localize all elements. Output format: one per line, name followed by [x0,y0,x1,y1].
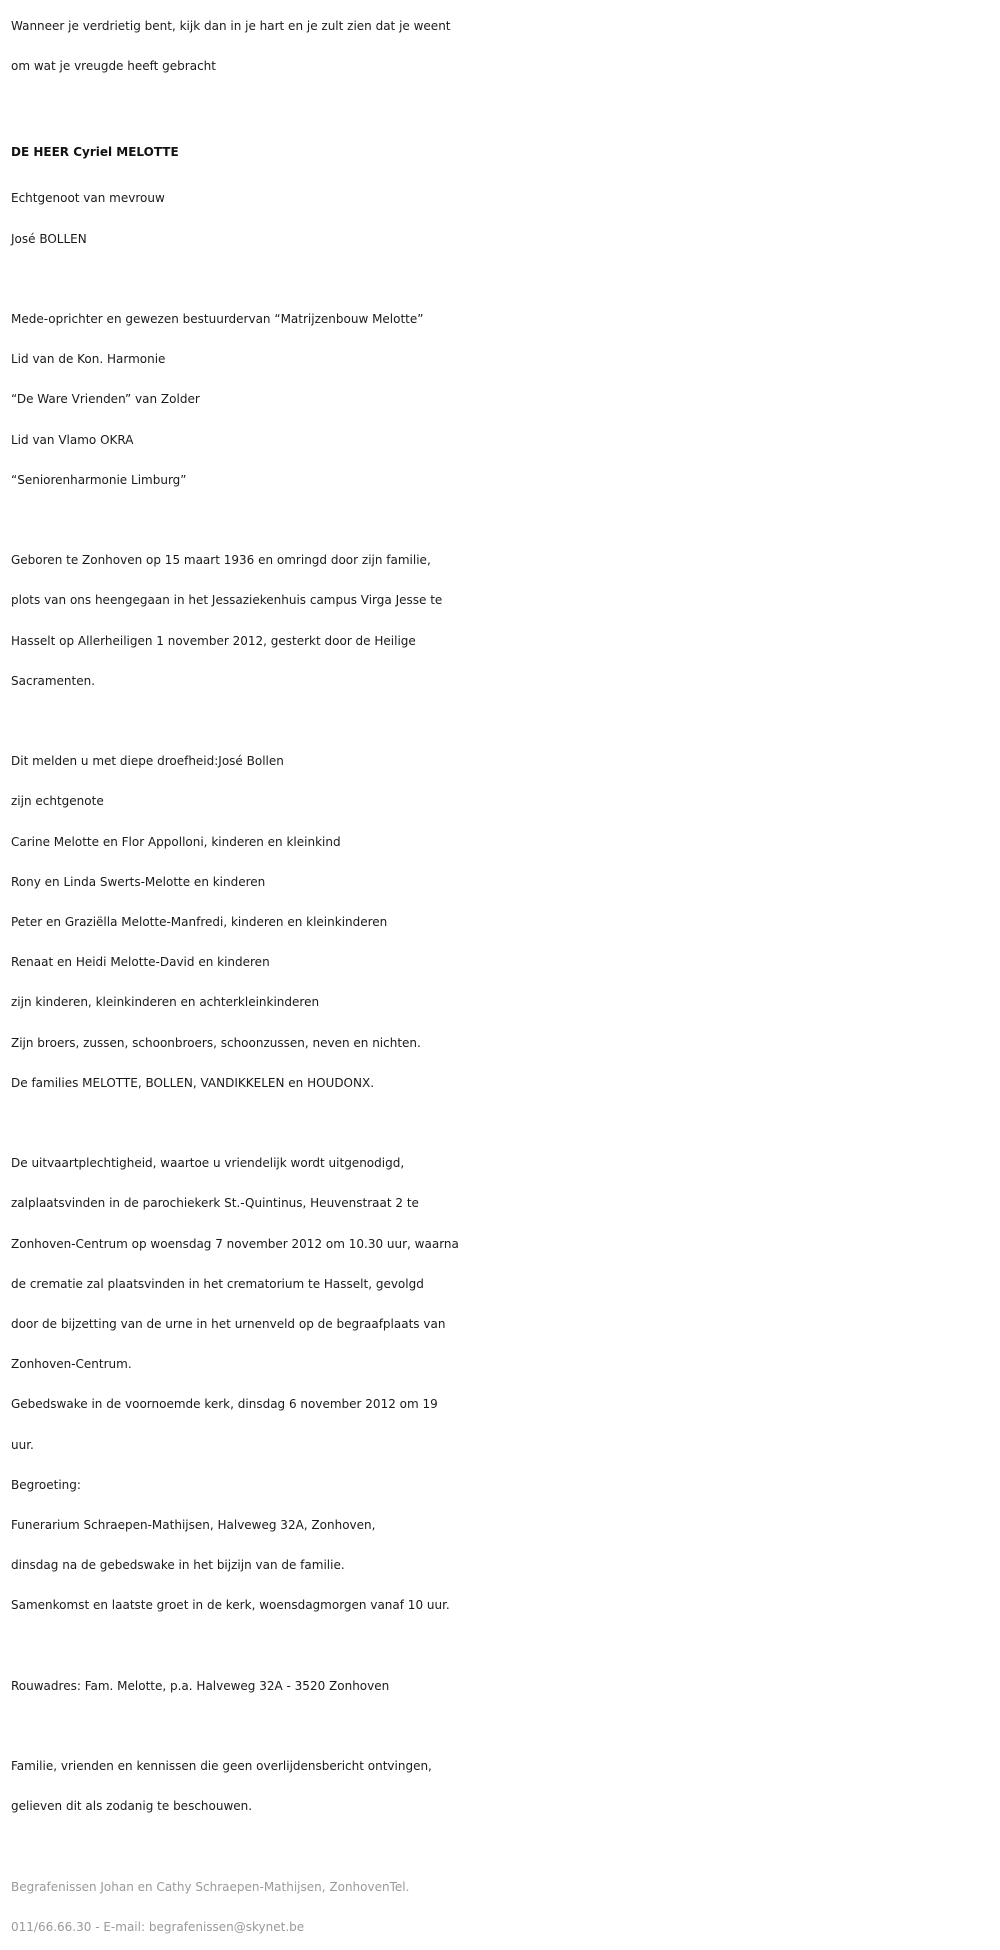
closing-line: gelieven dit als zodanig te beschouwen. [11,1799,253,1814]
birth-death-line: Geboren te Zonhoven op 15 maart 1936 en omringd door zijn familie, [11,553,431,568]
funeral-line: door de bijzetting van de urne in het urnenveld op de begraafplaats van [11,1317,446,1332]
family-line: zijn kinderen, kleinkinderen en achterkleinkinderen [11,995,320,1010]
spacer [11,1626,1000,1666]
spacer [11,701,1000,741]
funeral-line: dinsdag na de gebedswake in het bijzijn van de familie. [11,1558,345,1573]
footer-line: 011/66.66.30 - E-mail: begrafenissen@skynet.be [11,1920,305,1935]
funeral-line: Funerarium Schraepen-Mathijsen, Halveweg 32A, Zonhoven, [11,1518,376,1533]
funeral-line: Gebedswake in de voornoemde kerk, dinsdag 6 november 2012 om 19 [11,1397,438,1412]
family-line: zijn echtgenote [11,794,104,809]
birth-death-line: Sacramenten. [11,673,96,688]
funeral-line: zalplaatsvinden in de parochiekerk St.-Quintinus, Heuvenstraat 2 te [11,1196,419,1211]
deceased-section [11,126,1000,258]
family-line: Dit melden u met diepe droefheid:José Bollen [11,754,284,769]
deceased-name: DE HEER Cyriel MELOTTE [11,145,179,160]
family-line: De families MELOTTE, BOLLEN, VANDIKKELEN en HOUDONX. [11,1075,375,1090]
funeral-line: Begroeting: [11,1477,81,1492]
birth-death-line: plots van ons heengegaan in het Jessaziekenhuis campus Virga Jesse te [11,593,443,608]
closing-section [11,1746,1000,1826]
membership-line: Mede-oprichter en gewezen bestuurdervan “Matrijzenbouw Melotte” [11,312,424,326]
funeral-line: de crematie zal plaatsvinden in het crematorium te Hasselt, gevolgd [11,1276,424,1291]
address-section [11,1666,1000,1706]
spacer [11,1103,1000,1143]
birth-death-line: Hasselt op Allerheiligen 1 november 2012, gesterkt door de Heilige [11,633,416,648]
footer-line: Begrafenissen Johan en Cathy Schraepen-Mathijsen, ZonhovenTel. [11,1879,410,1894]
spacer [11,1827,1000,1867]
spacer [11,500,1000,540]
quote-section [11,6,1000,86]
family-line: Zijn broers, zussen, schoonbroers, schoonzussen, neven en nichten. [11,1035,421,1050]
mourning-address: Rouwadres: Fam. Melotte, p.a. Halveweg 32A - 3520 Zonhoven [11,1678,390,1693]
membership-line: “De Ware Vrienden” van Zolder [11,392,200,407]
funeral-line: Samenkomst en laatste groet in de kerk, woensdagmorgen vanaf 10 uur. [11,1598,450,1613]
funeral-home-footer [11,1867,1000,1947]
family-section [11,741,1000,1103]
membership-line: Lid van Vlamo OKRA [11,432,134,447]
birth-death-section [11,540,1000,701]
quote-line: Wanneer je verdrietig bent, kijk dan in je hart en je zult zien dat je weent [11,19,451,33]
spacer [11,1706,1000,1746]
funeral-line: uur. [11,1437,34,1452]
family-line: Carine Melotte en Flor Appolloni, kinderen en kleinkind [11,834,341,849]
membership-line: Lid van de Kon. Harmonie [11,352,166,367]
funeral-section [11,1143,1000,1625]
membership-line: “Seniorenharmonie Limburg” [11,472,187,487]
funeral-line: Zonhoven-Centrum. [11,1357,132,1372]
family-line: Peter en Graziëlla Melotte-Manfredi, kinderen en kleinkinderen [11,915,388,930]
family-line: Renaat en Heidi Melotte-David en kinderen [11,955,270,970]
family-line: Rony en Linda Swerts-Melotte en kinderen [11,874,266,889]
funeral-line: Zonhoven-Centrum op woensdag 7 november 2012 om 10.30 uur, waarna [11,1236,459,1251]
spouse-line: Echtgenoot van mevrouw [11,191,165,206]
memberships-section [11,299,1000,500]
closing-line: Familie, vrienden en kennissen die geen overlijdensbericht ontvingen, [11,1759,432,1774]
spacer [11,259,1000,299]
quote-line: om wat je vreugde heeft gebracht [11,59,216,74]
spouse-line: José BOLLEN [11,231,87,246]
funeral-line: De uitvaartplechtigheid, waartoe u vriendelijk wordt uitgenodigd, [11,1156,405,1171]
